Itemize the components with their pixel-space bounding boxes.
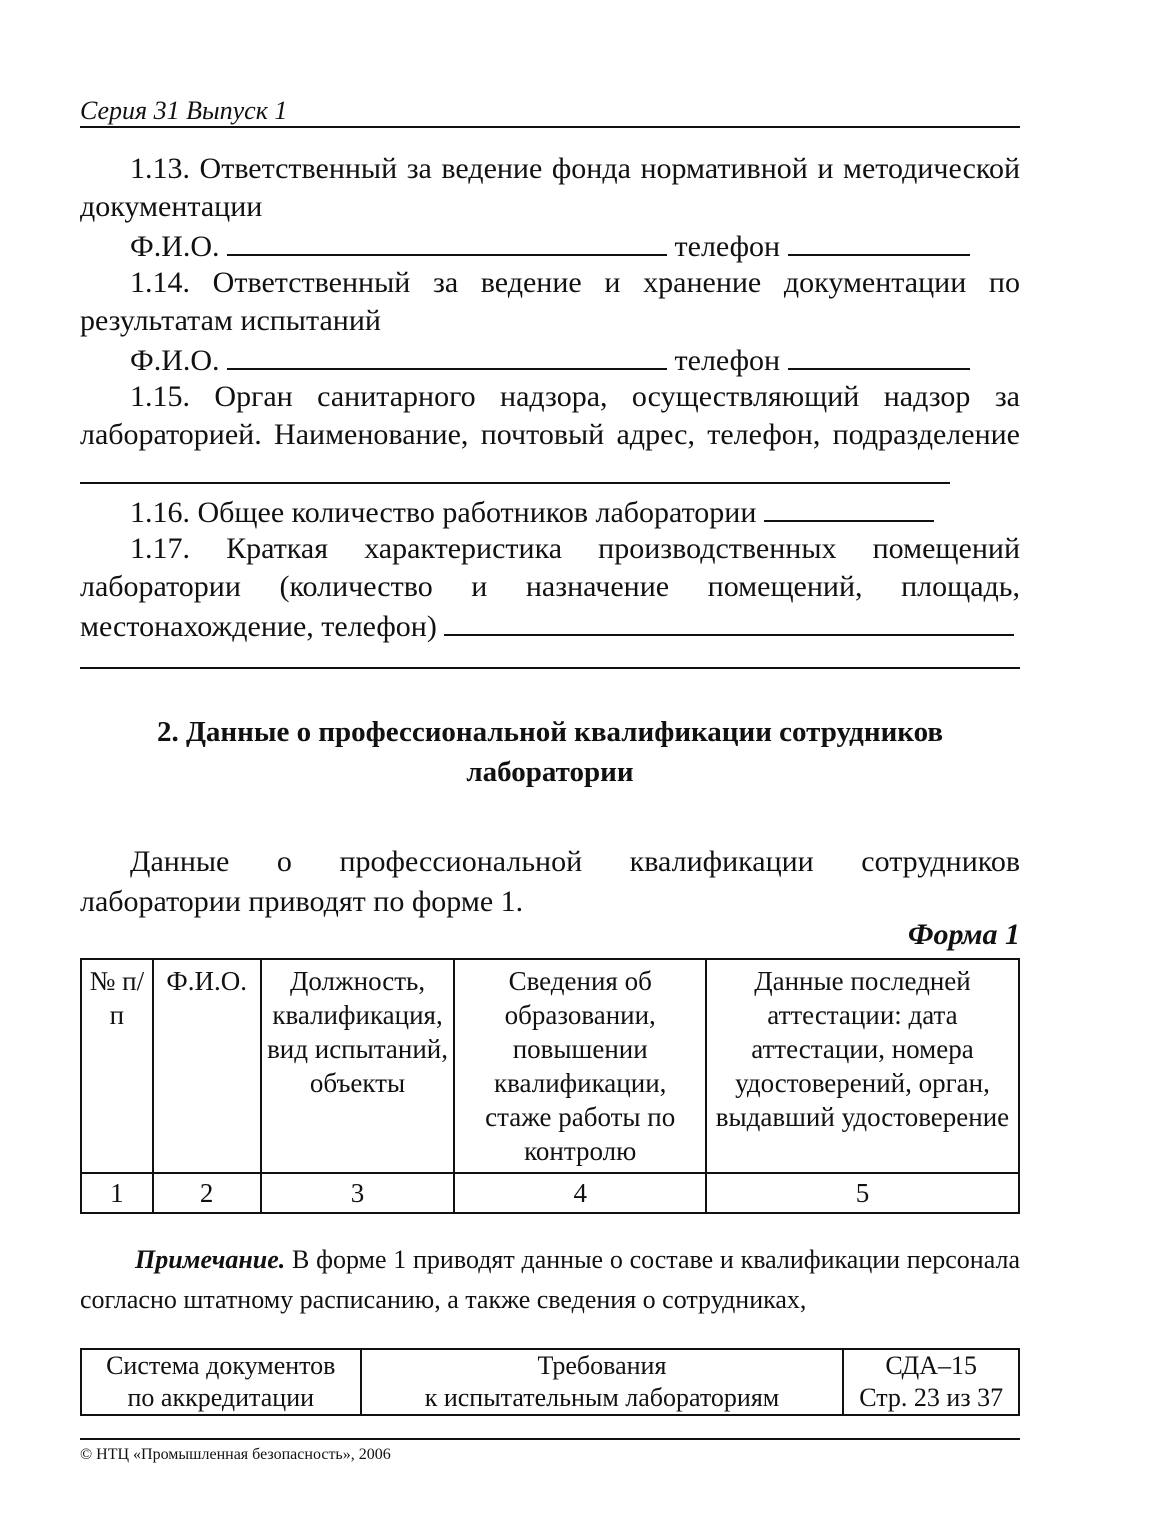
form-1-table xyxy=(80,958,1020,1214)
phone-label: телефон xyxy=(674,230,781,263)
phone-blank[interactable] xyxy=(788,226,970,256)
document-code: СДА–15 xyxy=(885,1351,977,1380)
header-cell-position: Должность, квалификация, вид испытаний, объекты xyxy=(261,959,455,1173)
phone-blank[interactable] xyxy=(788,340,970,370)
fio-label: Ф.И.О. xyxy=(130,344,220,377)
footer-requirements-cell: Требования к испытательным лабораториям xyxy=(361,1349,844,1415)
note-label: Примечание. xyxy=(135,1245,286,1274)
header-cell-attestation: Данные последней аттестации: дата аттестации, номера удостоверений, орган, выдавший удостоверение xyxy=(706,959,1019,1173)
note-paragraph xyxy=(80,1240,1020,1320)
supervision-blank[interactable] xyxy=(80,454,950,484)
note-text: В форме 1 приводят данные о составе и квалификации персонала согласно штатному расписанию, а также сведения о сотрудниках, xyxy=(80,1245,1020,1314)
copyright: © НТЦ «Промышленная безопасность», 2006 xyxy=(80,1446,391,1463)
series-header: Серия 31 Выпуск 1 xyxy=(80,96,288,125)
staff-count-blank[interactable] xyxy=(764,492,934,522)
column-number-2: 2 xyxy=(153,1173,261,1213)
fio-label: Ф.И.О. xyxy=(130,230,220,263)
header-rule xyxy=(80,126,1020,128)
fio-blank[interactable] xyxy=(227,340,667,370)
footer-system-cell: Система документов по аккредитации xyxy=(81,1349,361,1415)
page-number: Стр. 23 из 37 xyxy=(859,1383,1004,1412)
column-number-1: 1 xyxy=(81,1173,153,1213)
item-1-16: 1.16. Общее количество работников лаборатории xyxy=(80,492,1020,532)
phone-label: телефон xyxy=(674,344,781,377)
item-1-15: 1.15. Орган санитарного надзора, осуществляющий надзор за лабораторией. Наименование, почтовый адрес, телефон, подразделение xyxy=(80,378,1020,494)
premises-blank[interactable] xyxy=(444,606,1014,636)
column-number-4: 4 xyxy=(454,1173,705,1213)
fio-line-1-13 xyxy=(130,226,970,266)
table-header-row xyxy=(81,959,1019,1173)
item-1-17: 1.17. Краткая характеристика производственных помещений лаборатории (количество и назначение помещений, площадь, местонахождение, телефон) xyxy=(80,532,1020,643)
header-cell-education: Сведения об образовании, повышении квалификации, стаже работы по контролю xyxy=(454,959,705,1173)
section-2-intro: Данные о профессиональной квалификации сотрудников лаборатории приводят по форме 1. xyxy=(80,845,1020,918)
item-1-13: 1.13. Ответственный за ведение фонда нормативной и методической документации xyxy=(80,152,1020,223)
document-footer-table xyxy=(80,1348,1020,1416)
footer-rule xyxy=(80,1438,1020,1440)
fio-line-1-14 xyxy=(130,340,970,380)
table-number-row xyxy=(81,1173,1019,1213)
header-cell-number: № п/п xyxy=(81,959,153,1173)
fio-blank[interactable] xyxy=(227,226,667,256)
section-2-title: 2. Данные о профессиональной квалификации сотрудников лаборатории xyxy=(156,716,944,788)
column-number-5: 5 xyxy=(706,1173,1019,1213)
item-1-14: 1.14. Ответственный за ведение и хранение документации по результатам испытаний xyxy=(80,266,1020,337)
footer-code-cell xyxy=(843,1349,1019,1415)
header-cell-name: Ф.И.О. xyxy=(153,959,261,1173)
document-page xyxy=(80,0,1020,1527)
form-label: Форма 1 xyxy=(907,918,1020,951)
premises-blank-extra-line[interactable] xyxy=(80,645,1020,669)
column-number-3: 3 xyxy=(261,1173,455,1213)
